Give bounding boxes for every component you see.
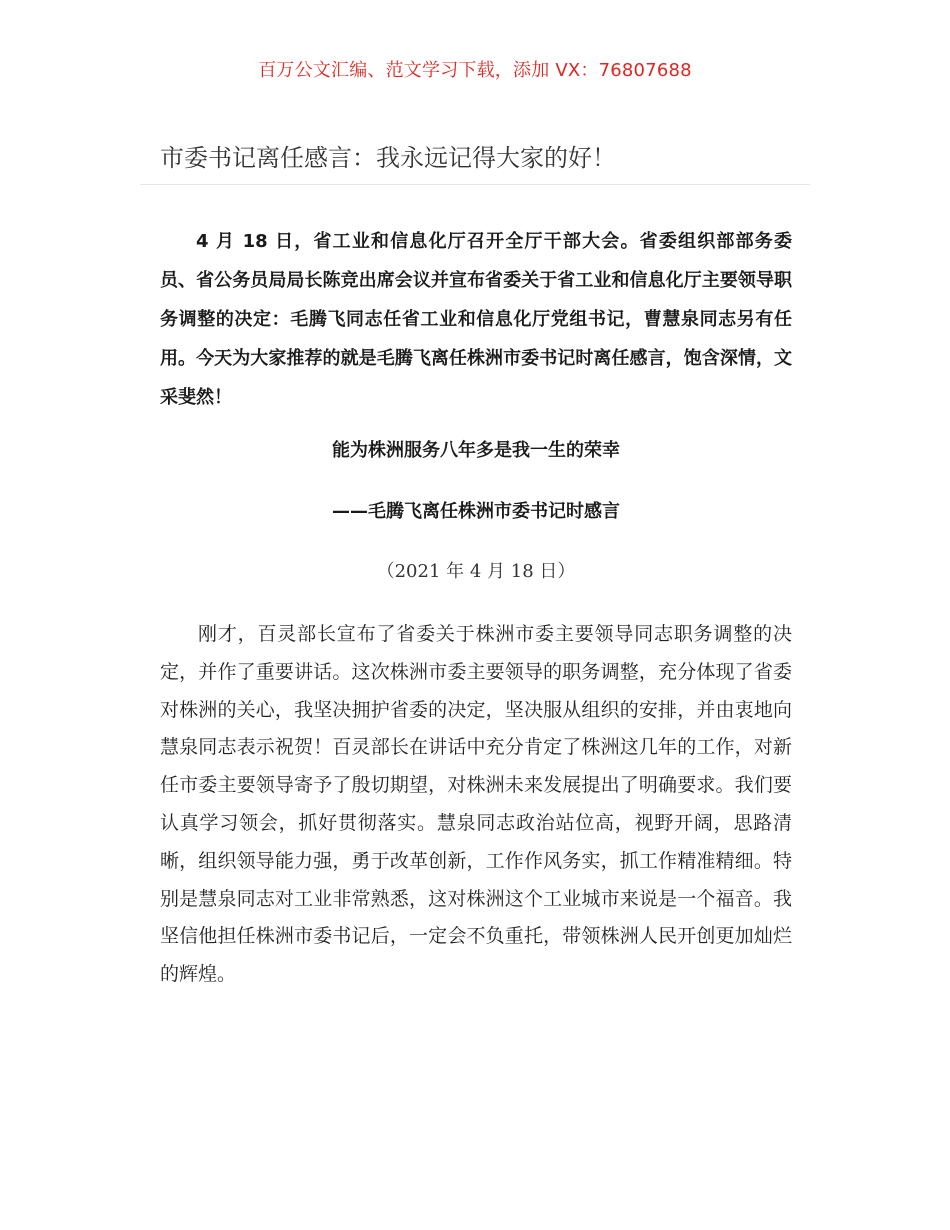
body-paragraph: 刚才，百灵部长宣布了省委关于株洲市委主要领导同志职务调整的决定，并作了重要讲话。这次株洲市委主要领导的职务调整，充分体现了省委对株洲的关心，我坚决拥护省委的决定，坚决服从组织的安排，并由衷地向慧泉同志表示祝贺！百灵部长在讲话中充分肯定了株洲这几年的工作，对新任市委主要领导寄予了殷切期望，对株洲未来发展提出了明确要求。我们要认真学习领会，抓好贯彻落实。慧泉同志政治站位高，视野开阔，思路清晰，组织领导能力强，勇于改革创新，工作作风务实，抓工作精准精细。特别是慧泉同志对工业非常熟悉，这对株洲这个工业城市来说是一个福音。我坚信他担任株洲市委书记后，一定会不负重托，带领株洲人民开创更加灿烂的辉煌。 (160, 623, 792, 986)
speech-date: （2021 年 4 月 18 日） (376, 561, 576, 582)
intro-paragraph: 4 月 18 日，省工业和信息化厅召开全厅干部大会。省委组织部部务委员、省公务员局局长陈竞出席会议并宣布省委关于省工业和信息化厅主要领导职务调整的决定：毛腾飞同志任省工业和信息化厅党组书记，曹慧泉同志另有任用。今天为大家推荐的就是毛腾飞离任株洲市委书记时离任感言，饱含深情，文采斐然！ (160, 231, 792, 408)
promo-banner: 百万公文汇编、范文学习下载，添加 VX：76807688 (258, 60, 692, 81)
speech-subheading: ——毛腾飞离任株洲市委书记时感言 (332, 501, 620, 522)
speech-heading: 能为株洲服务八年多是我一生的荣幸 (332, 440, 620, 461)
article-title: 市委书记离任感言：我永远记得大家的好！ (160, 144, 616, 172)
title-divider (140, 184, 810, 185)
